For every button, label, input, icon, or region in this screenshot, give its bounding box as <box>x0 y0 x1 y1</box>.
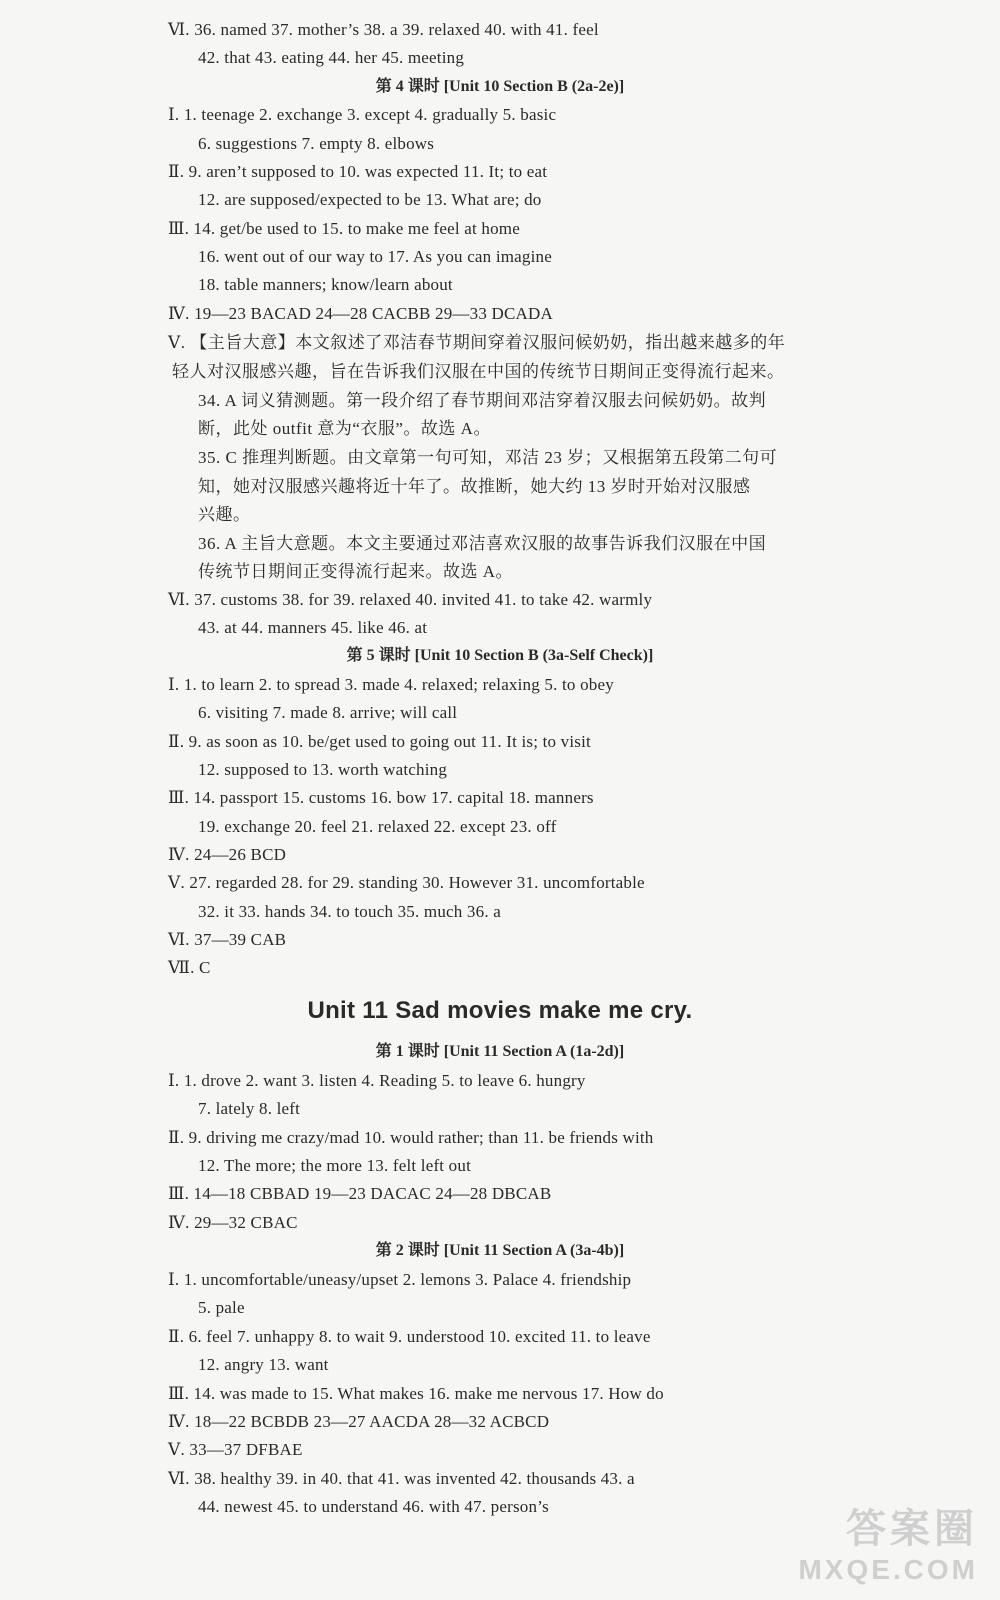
answer-line: 12. are supposed/expected to be 13. What are; do <box>198 190 542 209</box>
answer-line: 18. table manners; know/learn about <box>198 275 453 294</box>
answer-line: Ⅲ. 14. was made to 15. What makes 16. make me nervous 17. How do <box>168 1384 664 1403</box>
answer-line: 6. visiting 7. made 8. arrive; will call <box>198 703 458 722</box>
explanation-line: 断，此处 outfit 意为“衣服”。故选 A。 <box>198 419 491 438</box>
answer-line: Ⅴ. 27. regarded 28. for 29. standing 30. However 31. uncomfortable <box>168 873 645 892</box>
lesson-header: 第 5 课时 [Unit 10 Section B (3a-Self Check)] <box>346 647 654 664</box>
answer-line: Ⅰ. 1. to learn 2. to spread 3. made 4. relaxed; relaxing 5. to obey <box>168 675 614 694</box>
answer-line: 7. lately 8. left <box>198 1099 301 1118</box>
explanation-line: 36. A 主旨大意题。本文主要通过邓洁喜欢汉服的故事告诉我们汉服在中国 <box>198 534 767 553</box>
answer-line: Ⅰ. 1. uncomfortable/uneasy/upset 2. lemons 3. Palace 4. friendship <box>168 1270 632 1289</box>
answer-line: Ⅳ. 19—23 BACAD 24—28 CACBB 29—33 DCADA <box>168 304 553 323</box>
explanation-line: 35. C 推理判断题。由文章第一句可知，邓洁 23 岁；又根据第五段第二句可 <box>198 448 778 467</box>
answer-line: 12. angry 13. want <box>198 1355 329 1374</box>
answer-line: Ⅱ. 9. as soon as 10. be/get used to going out 11. It is; to visit <box>168 732 591 751</box>
lesson-header: 第 4 课时 [Unit 10 Section B (2a-2e)] <box>375 78 625 95</box>
answer-line: Ⅰ. 1. drove 2. want 3. listen 4. Reading 5. to leave 6. hungry <box>168 1071 586 1090</box>
explanation-line: 传统节日期间正变得流行起来。故选 A。 <box>198 562 514 581</box>
lesson-header: 第 1 课时 [Unit 11 Section A (1a-2d)] <box>375 1043 625 1060</box>
answer-line: Ⅵ. 36. named 37. mother’s 38. a 39. relaxed 40. with 41. feel <box>168 20 599 39</box>
answer-line: 19. exchange 20. feel 21. relaxed 22. except 23. off <box>198 817 557 836</box>
answer-line: Ⅲ. 14. get/be used to 15. to make me feel at home <box>168 219 520 238</box>
answer-line: 42. that 43. eating 44. her 45. meeting <box>198 48 465 67</box>
answer-line: Ⅳ. 24—26 BCD <box>168 845 287 864</box>
answer-line: Ⅲ. 14—18 CBBAD 19—23 DACAC 24—28 DBCAB <box>168 1184 552 1203</box>
answer-line: 12. The more; the more 13. felt left out <box>198 1156 472 1175</box>
answer-line: Ⅵ. 37. customs 38. for 39. relaxed 40. invited 41. to take 42. warmly <box>168 590 653 609</box>
passage-summary: 轻人对汉服感兴趣，旨在告诉我们汉服在中国的传统节日期间正变得流行起来。 <box>172 362 785 381</box>
answer-line: 12. supposed to 13. worth watching <box>198 760 448 779</box>
explanation-line: 兴趣。 <box>198 505 251 524</box>
answer-line: 6. suggestions 7. empty 8. elbows <box>198 134 435 153</box>
answer-line: Ⅱ. 9. driving me crazy/mad 10. would rather; than 11. be friends with <box>168 1128 654 1147</box>
answer-line: Ⅱ. 9. aren’t supposed to 10. was expected 11. It; to eat <box>168 162 548 181</box>
answer-line: Ⅲ. 14. passport 15. customs 16. bow 17. capital 18. manners <box>168 788 594 807</box>
answer-line: Ⅶ. C <box>168 958 211 977</box>
answer-line: 16. went out of our way to 17. As you can imagine <box>198 247 552 266</box>
unit-title: Unit 11 Sad movies make me cry. <box>307 997 693 1024</box>
answer-line: 44. newest 45. to understand 46. with 47. person’s <box>198 1497 549 1516</box>
answer-line: Ⅵ. 37—39 CAB <box>168 930 287 949</box>
answer-line: Ⅳ. 18—22 BCBDB 23—27 AACDA 28—32 ACBCD <box>168 1412 550 1431</box>
answer-line: 43. at 44. manners 45. like 46. at <box>198 618 428 637</box>
answer-line: Ⅴ. 33—37 DFBAE <box>168 1440 303 1459</box>
answer-line: 5. pale <box>198 1298 245 1317</box>
explanation-line: 知，她对汉服感兴趣将近十年了。故推断，她大约 13 岁时开始对汉服感 <box>198 477 751 496</box>
watermark-url: MXQE.COM <box>798 1554 978 1585</box>
watermark-logo <box>798 1497 978 1586</box>
explanation-line: 34. A 词义猜测题。第一段介绍了春节期间邓洁穿着汉服去问候奶奶。故判 <box>198 391 767 410</box>
answer-line: Ⅰ. 1. teenage 2. exchange 3. except 4. gradually 5. basic <box>168 105 557 124</box>
lesson-header: 第 2 课时 [Unit 11 Section A (3a-4b)] <box>375 1242 625 1259</box>
answer-line: Ⅵ. 38. healthy 39. in 40. that 41. was invented 42. thousands 43. a <box>168 1469 635 1488</box>
answer-line: Ⅳ. 29—32 CBAC <box>168 1213 298 1232</box>
answer-line: Ⅱ. 6. feel 7. unhappy 8. to wait 9. understood 10. excited 11. to leave <box>168 1327 651 1346</box>
passage-summary: Ⅴ. 【主旨大意】本文叙述了邓洁春节期间穿着汉服问候奶奶，指出越来越多的年 <box>168 333 786 352</box>
watermark-text: 答案圈 <box>846 1507 978 1551</box>
answer-line: 32. it 33. hands 34. to touch 35. much 36. a <box>198 902 501 921</box>
